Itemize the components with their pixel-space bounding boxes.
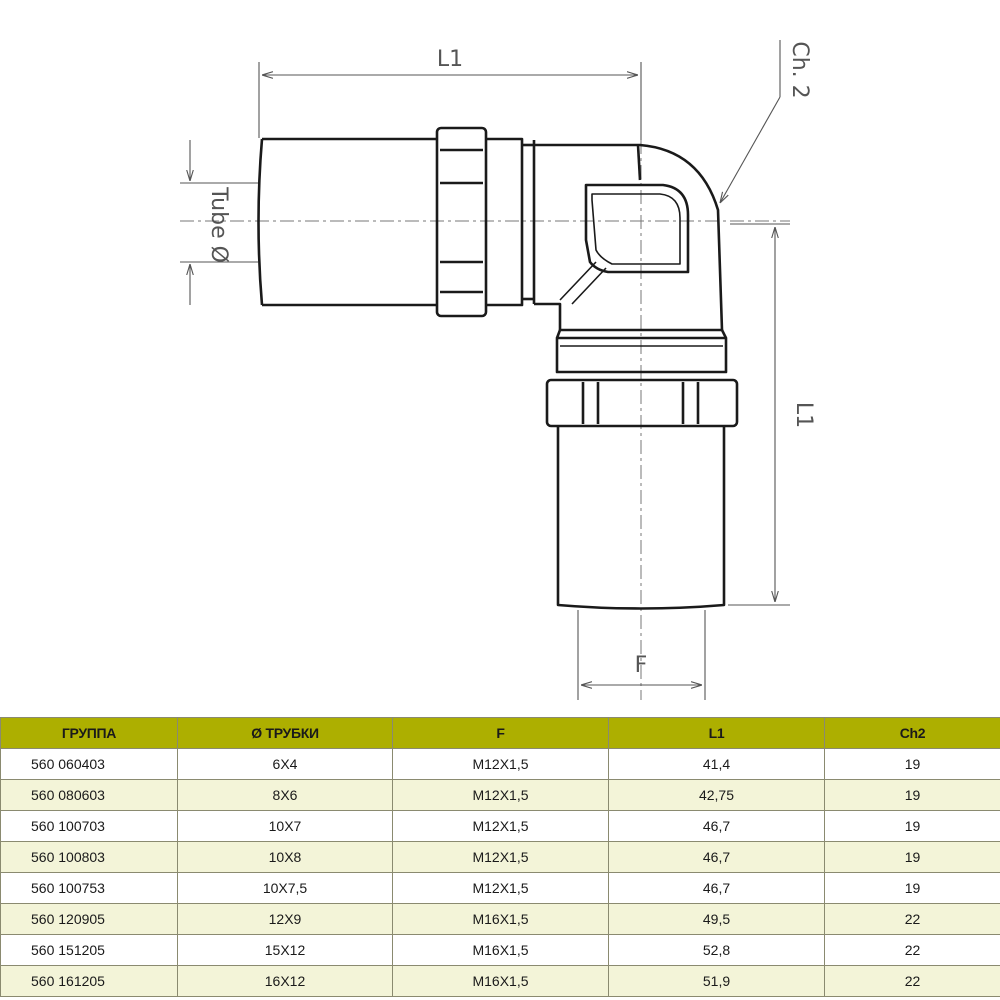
cell-ch2: 22 [825, 904, 1000, 935]
cell-ch2: 22 [825, 935, 1000, 966]
cell-f: M12X1,5 [393, 811, 609, 842]
cell-ch2: 19 [825, 749, 1000, 780]
cell-ch2: 19 [825, 780, 1000, 811]
cell-l1: 49,5 [609, 904, 825, 935]
l1-top-label: L1 [436, 47, 464, 72]
table-row [1, 966, 1000, 997]
cell-f: M12X1,5 [393, 873, 609, 904]
cell-l1: 52,8 [609, 935, 825, 966]
table-row [1, 780, 1000, 811]
cell-tube: 16X12 [178, 966, 393, 997]
table-row [1, 873, 1000, 904]
cell-group: 560 151205 [1, 935, 178, 966]
table-header-row [1, 718, 1000, 749]
cell-group: 560 100753 [1, 873, 178, 904]
header-f: F [393, 718, 609, 749]
l1-right-label: L1 [791, 401, 816, 429]
specification-table [0, 717, 1000, 997]
table-row [1, 842, 1000, 873]
tube-diameter-label: Tube Ø [206, 187, 231, 263]
cell-f: M16X1,5 [393, 904, 609, 935]
header-ch2: Ch2 [825, 718, 1000, 749]
cell-group: 560 060403 [1, 749, 178, 780]
cell-group: 560 120905 [1, 904, 178, 935]
cell-tube: 10X7 [178, 811, 393, 842]
cell-f: M12X1,5 [393, 842, 609, 873]
table-row [1, 749, 1000, 780]
cell-l1: 51,9 [609, 966, 825, 997]
cell-tube: 12X9 [178, 904, 393, 935]
header-l1: L1 [609, 718, 825, 749]
cell-ch2: 22 [825, 966, 1000, 997]
cell-tube: 10X8 [178, 842, 393, 873]
cell-ch2: 19 [825, 811, 1000, 842]
table-row [1, 904, 1000, 935]
header-group: ГРУППА [1, 718, 178, 749]
cell-ch2: 19 [825, 873, 1000, 904]
cell-f: M12X1,5 [393, 780, 609, 811]
cell-group: 560 100703 [1, 811, 178, 842]
cell-tube: 8X6 [178, 780, 393, 811]
cell-group: 560 161205 [1, 966, 178, 997]
fitting-body [259, 128, 738, 609]
cell-l1: 46,7 [609, 842, 825, 873]
cell-f: M16X1,5 [393, 935, 609, 966]
cell-ch2: 19 [825, 842, 1000, 873]
cell-l1: 46,7 [609, 873, 825, 904]
table-row [1, 935, 1000, 966]
cell-group: 560 100803 [1, 842, 178, 873]
cell-l1: 41,4 [609, 749, 825, 780]
f-label: F [634, 653, 648, 678]
cell-group: 560 080603 [1, 780, 178, 811]
cell-tube: 15X12 [178, 935, 393, 966]
table-row [1, 811, 1000, 842]
cell-l1: 46,7 [609, 811, 825, 842]
header-tube-diameter: Ø ТРУБКИ [178, 718, 393, 749]
cell-tube: 10X7,5 [178, 873, 393, 904]
ch2-label: Ch. 2 [787, 41, 812, 99]
cell-f: M12X1,5 [393, 749, 609, 780]
cell-tube: 6X4 [178, 749, 393, 780]
cell-l1: 42,75 [609, 780, 825, 811]
cell-f: M16X1,5 [393, 966, 609, 997]
